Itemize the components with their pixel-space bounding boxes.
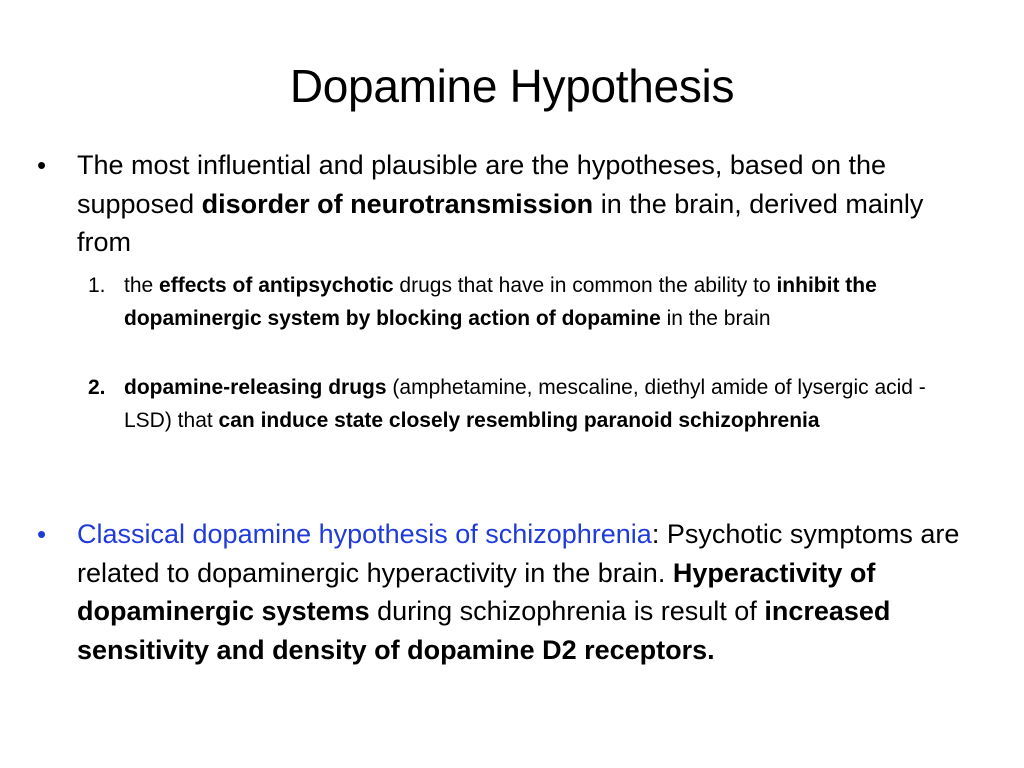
bullet-marker-2: • — [37, 519, 47, 549]
item-2-bold-b: can induce state closely resembling paranoid schizophrenia — [218, 408, 820, 432]
item-2-bold-a: dopamine-releasing drugs — [124, 376, 387, 399]
list-item-2 — [124, 372, 974, 437]
bullet-2-text-a: : Psychotic symptoms are related to dopaminergic hyperactivity in the brain. — [77, 519, 960, 588]
bullet-1-text-a: The most influential and plausible are the hypotheses, based on the supposed — [77, 150, 887, 219]
item-1-bold-b: inhibit the dopaminergic system by blocking action of dopamine — [124, 274, 877, 330]
bullet-marker-1: • — [37, 150, 47, 180]
bullet-1-text-b: in the brain, derived mainly from — [77, 188, 924, 257]
item-2-text-a: (amphetamine, mescaline, diethyl amide of lysergic acid - LSD) that — [124, 376, 926, 432]
list-item-1 — [124, 270, 974, 335]
item-1-bold-a: effects of antipsychotic — [159, 274, 394, 297]
bullet-1-text — [77, 146, 977, 262]
bullet-2-text-b: during schizophrenia is result of — [369, 596, 765, 626]
list-number-1: 1. — [88, 274, 106, 297]
bullet-2-bold-b: increased sensitivity and density of dopamine D2 receptors. — [77, 596, 891, 665]
slide-title: Dopamine Hypothesis — [289, 60, 735, 112]
list-number-2: 2. — [88, 376, 106, 399]
item-1-text-c: in the brain — [660, 306, 771, 330]
bullet-2-bold-a: Hyperactivity of dopaminergic systems — [77, 557, 876, 626]
classical-hypothesis-link[interactable]: Classical dopamine hypothesis of schizophrenia — [77, 519, 652, 549]
bullet-1-bold: disorder of neurotransmission — [201, 188, 594, 219]
bullet-2-text — [77, 515, 997, 669]
item-1-text-a: the — [124, 274, 160, 297]
item-1-text-b: drugs that have in common the ability to — [393, 274, 777, 297]
